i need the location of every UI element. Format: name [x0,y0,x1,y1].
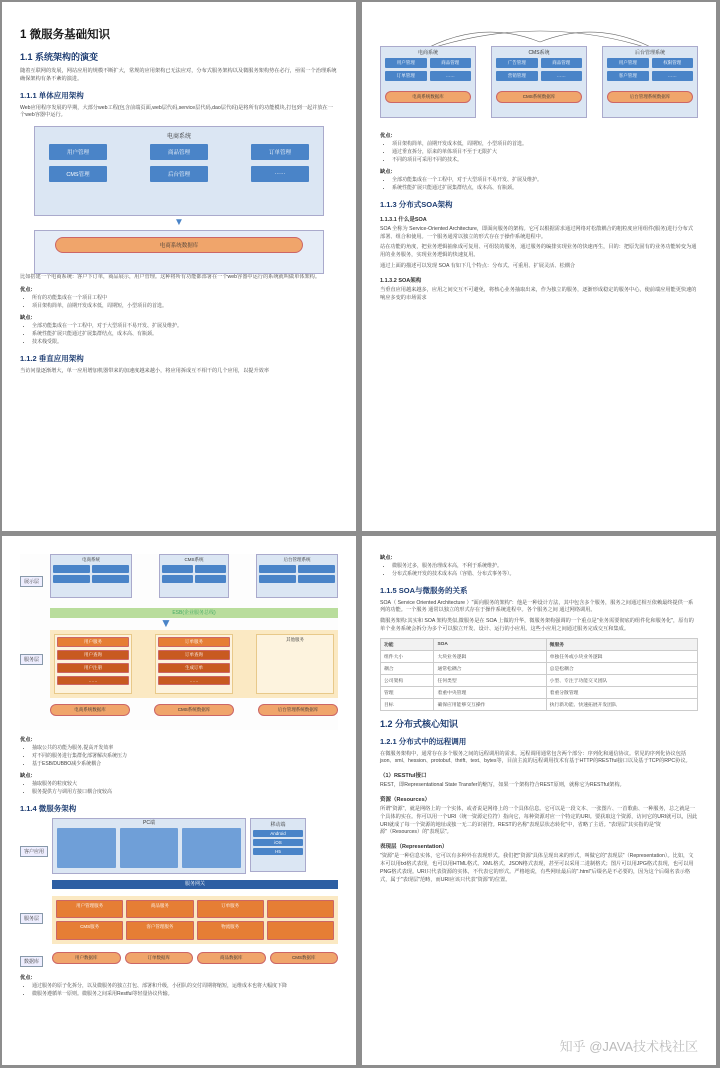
paragraph: 所谓"资源"，就是网络上的一个实体，或者说是网络上的一个具体信息。它可以是一段文本、一张图片、一首歌曲、一种服务，总之就是一个具体的实在。你可以用一个URI（统一资源定位符）指向它，每种资源对应一个特定的URI。要获取这个资源，访问它的URI就可以，因此URI就成了每一个资源的地址或独一无二的识别符。REST的名称"表现层状态转化"中，省略了主语。"表现层"其实指的是"资源"（Resources）的"表现层"。 [380,806,698,836]
module-box: 商品管理 [150,144,208,160]
list-item: • 系统性能扩展只能通过扩展集群结点，成本高、有瓶颈。 [32,331,338,339]
paragraph: 在微服务架构中，通常存在多个服务之间的远程调用的需求。远程调用通常包含两个部分：序列化和通信协议。常见的序列化协议包括json、xml、hession、protobuf、thrift、text、bytes等，目前主流的远程调用技术有基于HTTP的RESTful接口以及基于TCP的RPC协议。 [380,750,691,765]
subsection-title: 1.1.2 垂直应用架构 [20,353,84,363]
table-cell: 小型、专注于功能交叉团队 [546,674,697,686]
service-box: 用户管理服务 [56,900,123,919]
system-title: CMS系统 [184,557,204,562]
table-cell: 执行新功能、快速拓展开发团队 [546,698,697,710]
cons-list [20,323,338,346]
table-header: 功能 [381,638,434,650]
system-title: 电商系统 [82,557,100,562]
system-panel [159,554,229,598]
layer-label: 展示层 [20,576,43,587]
pc-panel [52,818,246,874]
cons-list [20,781,338,797]
mobile-title: 移动端 [270,821,286,828]
service-item: 用户注册 [57,663,129,673]
module-box: 用户管理 [49,144,107,160]
pros-list [20,295,338,311]
subsection-title: 1.1.1 单体应用架构 [20,90,84,100]
database-box: 后台管理系统数据库 [258,704,338,716]
list-item: • 不同的项目可采用不同的技术。 [392,157,698,165]
module-box: 商品管理 [541,58,583,68]
subsubsection-title: 表现层（Representation） [380,844,448,851]
paragraph: REST，即Representational State Transfer的缩写，如果一个架构符合REST原则，就称它为RESTful架构。 [380,782,625,789]
list-item: • 微服务遵循单一原则。微服务之间采用Restful等轻量协议传输。 [32,991,338,999]
service-layer [52,896,338,944]
table-cell: 总是松耦合 [546,662,697,674]
system-panel [602,46,698,118]
list-item: • 全部功能集成在一个工程中，对于大型项目不易开发、扩展及维护。 [32,323,338,331]
paragraph: 当访问量逐渐增大，单一应用增加机器带来的加速度越来越小，将应用拆成互不相干的几个应用，以提升效率 [20,367,270,374]
service-panel [155,634,233,694]
module-box: 商品管理 [430,58,472,68]
table-cell: 组件大小 [381,650,434,662]
page-4 [362,536,716,1065]
system-panel [50,554,132,598]
pros-list [20,983,338,999]
paragraph: 比如搭建一个电商系统：客户下订单，商品展示，用户管理。这种将所有功能都部署在一个web容器中运行的系统就叫做单体架构。 [20,274,321,281]
list-item: • 微服务过多，服务治理成本高，不利于系统维护。 [392,563,698,571]
service-panel [256,634,334,694]
vertical-diagram [380,24,698,124]
gateway-bar: 服务网关 [52,880,338,889]
microservice-diagram [20,818,338,970]
paragraph: "资源"是一种信息实体，它可以有多种外在表现形式。我们把"资源"具体呈现出来的形式，叫做它的"表现层"（Representation）。比如，文本可以用txt格式表现，也可以用HTML格式、XML格式、JSON格式表现，甚至可以采用二进制格式；图片可以用JPG格式表现，也可以用PNG格式表现。URI只代表资源的实体，不代表它的形式。严格地说，有些网址最后的".html"后缀名是不必要的，因为这个后缀名表示格式，属于"表现层"范畴，而URI应该只代表"资源"的位置。 [380,853,694,883]
module-box: 广告管理 [496,58,538,68]
cons-title: 缺点： [20,773,36,780]
chapter-title: 1 微服务基础知识 [20,29,111,41]
list-item: • 项目架构简单，前期开发成本低，周期短，小型项目的首选。 [392,141,698,149]
layer-label: 服务层 [20,913,43,924]
table-cell: 着重分散管理 [546,686,697,698]
service-box: CMS服务 [56,921,123,940]
page-1 [2,2,356,531]
database-box: 用户数据库 [52,952,121,964]
database-box: CMS数据库 [270,952,339,964]
paragraph: 微服务架构:其实和 SOA 架构类似,微服务是在 SOA 上做的升华，微服务架构强调的一个重点是"业务需要彻底的组件化和服务化"，原有的单个业务系统会拆分为多个可以独立开发、设计、运行的小应用。这些小应用之间通过服务完成交互和集成。 [380,618,694,632]
page-2 [362,2,716,531]
system-panel [380,46,476,118]
subsubsection-title: 资源（Resources） [380,797,431,804]
database-box: 商品数据库 [197,952,266,964]
service-box [267,921,334,940]
paragraph: Web应用程序发展的早期，大部分web工程(包含前端页面,web层代码,service层代码,dao层代码)是将所有的功能模块,打包到一起并放在一个web容器中运行。 [20,104,333,119]
system-title: CMS系统 [528,50,550,56]
database-box: 电商系统数据库 [55,237,303,253]
subsubsection-title: 1.1.3.1 什么是SOA [380,216,427,223]
table-header: SOA [434,638,546,650]
paragraph: 当垂直应用越来越多，应用之间交互不可避免，将核心业务抽取出来，作为独立的服务，逐渐形成稳定的服务中心，使前端应用能更快速的响应多变的市场需求 [380,286,697,301]
table-cell: 任何类型 [434,674,546,686]
table-row [381,698,698,710]
service-panel [54,634,132,694]
list-item: • 服务提供方与调用方接口耦合度较高 [32,789,338,797]
paragraph: 站在功能的角度，把业务逻辑抽象成可复用、可组装的服务，通过服务的编排实现业务的快速再生，目的：把原先固有的业务功能转变为通用的业务服务，实现业务逻辑的快速复用。 [380,244,697,259]
table-cell: 管理 [381,686,434,698]
module-box: CMS管理 [49,166,107,182]
service-item: …… [158,676,230,685]
database-box: 电商系统数据库 [385,91,471,103]
service-title: 订单服务 [158,637,230,647]
list-item: • 对不同的服务进行集群化部署解决系统压力 [32,753,338,761]
table-cell: 大块业务逻辑 [434,650,546,662]
table-cell: 确保应用能够交互操作 [434,698,546,710]
system-panel [491,46,587,118]
pc-title: PC端 [143,819,155,826]
section-title: 1.2 分布式核心知识 [380,718,459,729]
list-item: • 基于ESB/DUBBO减少系统耦合 [32,761,338,769]
paragraph: SOA 全称为 Service-Oriented Architecture，即面向服务的架构。它可以根据需求通过网络对松散耦合的粗粒度应用组件(服务)进行分布式部署、组合和使用。一个服务通常以独立的形式存在于操作系统进程中。 [380,225,694,240]
module-box: 订单管理 [385,71,427,81]
pros-title: 优点： [380,133,396,139]
mobile-item: iOS [253,839,303,846]
table-row [381,650,698,662]
comparison-table [380,638,698,711]
table-row [381,686,698,698]
service-item: 生成订单 [158,663,230,673]
list-item: • 全部功能集成在一个工程中，对于大型项目不易开发、扩展及维护。 [392,177,698,185]
paragraph: 通过上面的描述可以发现 SOA 有如下几个特点：分布式、可重用、扩展灵活、松耦合 [380,262,576,269]
system-title: 电商系统 [417,50,438,56]
module-box: …… [652,71,694,81]
service-title: 其他服务 [286,637,304,642]
table-cell: 目标 [381,698,434,710]
list-item: • 技术栈受限。 [32,339,338,347]
database-box: CMS系统数据库 [154,704,234,716]
cons-title: 缺点： [380,169,396,176]
intro-paragraph: 随着互联网的发展，网站应用的规模不断扩大，常规的应用架构已无法应对，分布式服务架构以及微服务架构势在必行，亟需一个治理系统确保架构有条不紊的演进。 [20,68,337,82]
module-box: …… [251,166,309,182]
soa-diagram [20,554,338,730]
module-box: 营销管理 [496,71,538,81]
table-cell: 着重中央管理 [434,686,546,698]
service-box [267,900,334,919]
list-item: • 所有的功能集成在一个项目工程中 [32,295,338,303]
pros-title: 优点： [20,286,36,293]
module-box: …… [430,71,472,81]
service-box: 订单服务 [197,900,264,919]
database-box: 电商系统数据库 [50,704,130,716]
pros-title: 优点： [20,974,36,981]
service-layer [50,630,338,698]
module-box: 后台管理 [150,166,208,182]
monolith-diagram [34,126,324,268]
table-cell: 单独任务或小块业务逻辑 [546,650,697,662]
page-3 [2,536,356,1065]
list-item: • 系统性能扩展只能通过扩展集群结点，成本高、有瓶颈。 [392,185,698,193]
subsubsection-title: （1）RESTful接口 [380,773,427,780]
module-box: 权限管理 [652,58,694,68]
pros-list [380,141,698,164]
list-item: • 通过垂直拆分，原来的单体项目不至于无限扩大 [392,149,698,157]
system-title: 后台管理系统 [283,557,311,562]
subsection-title: 1.2.1 分布式中的远程调用 [380,736,467,746]
service-box: 客户管理服务 [126,921,193,940]
cons-list [380,563,698,579]
cons-list [380,177,698,193]
mobile-item: H5 [253,848,303,855]
pros-list [20,745,338,768]
module-box: 订单管理 [251,144,309,160]
list-item: • 项目架构简单，前期开发成本低，周期短，小型项目的首选。 [32,303,338,311]
layer-label: 服务层 [20,654,43,665]
pros-title: 优点： [20,737,36,743]
service-item: …… [57,676,129,685]
module-box: 用户管理 [385,58,427,68]
subsection-title: 1.1.4 微服务架构 [20,803,77,813]
table-cell: 公司架构 [381,674,434,686]
diagram-title: 电商系统 [166,134,191,141]
subsection-title: 1.1.3 分布式SOA架构 [380,199,453,209]
arrow-icon: ▼ [160,616,172,630]
service-item: 订单查询 [158,650,230,660]
layer-label: 数据库 [20,956,43,967]
table-cell: 耦合 [381,662,434,674]
subsection-title: 1.1.5 SOA与微服务的关系 [380,585,468,595]
cons-title: 缺点： [20,315,36,322]
list-item: • 分布式系统开发的技术成本高（容错、分布式事务等）。 [392,571,698,579]
list-item: • 通过服务的原子化拆分，以及微服务的独立打包、部署和升级，小团队的交付周期将缩短，运维成本也将大幅度下降 [32,983,338,991]
service-item: 用户查询 [57,650,129,660]
module-box: 客户管理 [607,71,649,81]
list-item: • 抽取公共的功能为服务,提高开发效率 [32,745,338,753]
table-header: 微服务 [546,638,697,650]
layer-label: 客户应用 [20,846,48,857]
list-item: • 抽取服务的粒度较大 [32,781,338,789]
service-title: 用户服务 [57,637,129,647]
cons-title: 缺点： [380,555,396,561]
module-box: …… [541,71,583,81]
service-box: 商品服务 [126,900,193,919]
mobile-item: Android [253,830,303,837]
subsubsection-title: 1.1.3.2 SOA架构 [380,277,422,284]
mobile-panel [250,818,306,872]
table-row [381,662,698,674]
table-row [381,674,698,686]
arrow-icon: ▼ [174,217,184,229]
table-cell: 通常松耦合 [434,662,546,674]
esb-bar: ESB(企业服务总线) [50,608,338,618]
database-box: 订单数据库 [125,952,194,964]
database-box: CMS系统数据库 [496,91,582,103]
system-panel [256,554,338,598]
system-title: 后台管理系统 [634,50,665,56]
service-box: 物流服务 [197,921,264,940]
module-box: 用户管理 [607,58,649,68]
section-title: 1.1 系统架构的演变 [20,52,99,62]
database-box: 后台管理系统数据库 [607,91,693,103]
watermark: 知乎 @JAVA技术栈社区 [559,1039,698,1054]
paragraph: SOA（ Service Oriented Architecture ）"面向服务的架构"：他是一种设计方法，其中包含多个服务，服务之间通过相互依赖最终提供一系列的功能。一个服务 通常以独立的形式存在于操作系统进程中。各个服务之间 通过网络调用。 [380,599,694,614]
